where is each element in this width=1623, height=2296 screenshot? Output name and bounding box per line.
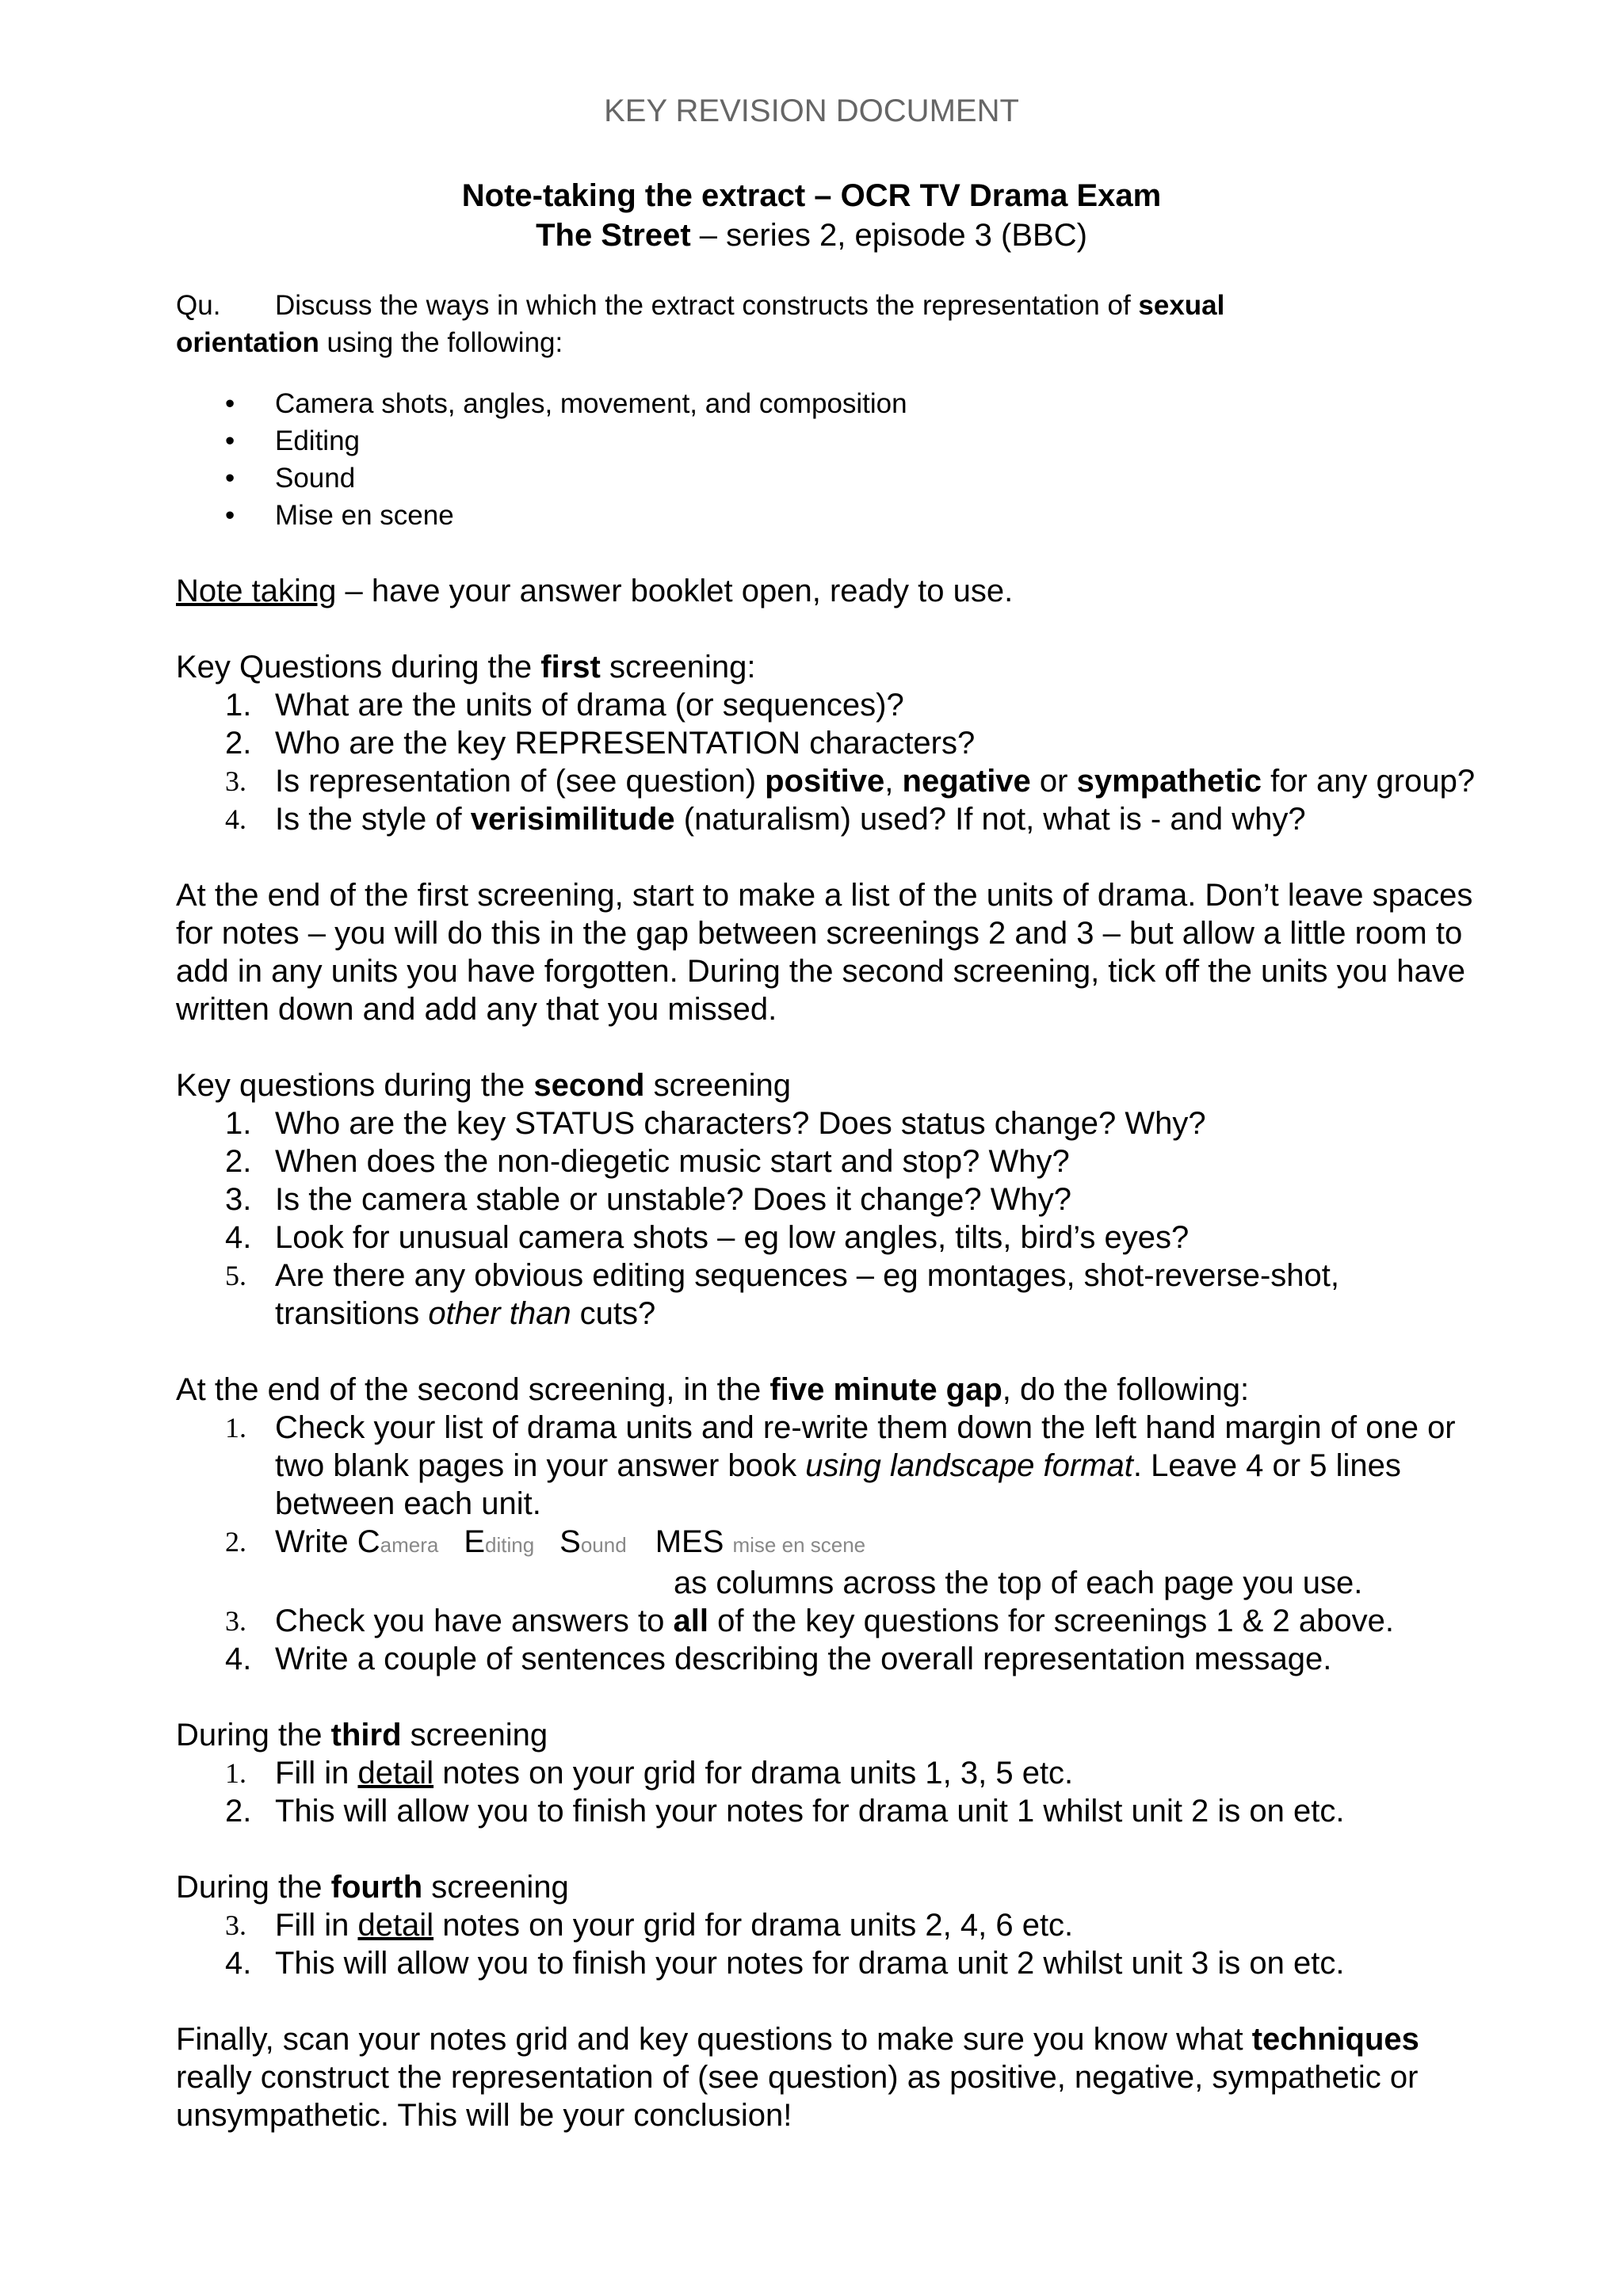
item-number: 1. — [225, 1757, 246, 1789]
item-number: 1. — [225, 1106, 252, 1141]
column-letter-e: E — [464, 1524, 485, 1559]
item-italic: other than — [428, 1296, 571, 1331]
spacer — [176, 610, 1476, 648]
intro-bold: second — [533, 1068, 645, 1103]
item-text: Who are the key STATUS characters? Does status change? Why? — [275, 1106, 1206, 1141]
item-underlined: detail — [357, 1908, 434, 1943]
item-text: This will allow you to finish your notes for drama unit 1 whilst unit 2 is on etc. — [275, 1794, 1345, 1829]
second-screening-intro — [176, 1066, 1476, 1104]
list-item — [176, 686, 1476, 724]
list-item — [176, 1257, 1476, 1333]
question-tail — [176, 324, 1476, 361]
item-text: notes on your grid for drama units 2, 4, 6 etc. — [433, 1908, 1074, 1943]
intro-text: At the end of the second screening, in the — [176, 1372, 770, 1407]
list-item — [176, 1219, 1476, 1257]
title-programme: The Street — [536, 218, 691, 253]
title-line-2 — [0, 215, 1623, 255]
spacer — [176, 838, 1476, 876]
intro-text: , do the following: — [1002, 1372, 1250, 1407]
conclusion-paragraph — [176, 2020, 1476, 2134]
item-text: of the key questions for screenings 1 & 2 above. — [708, 1604, 1394, 1638]
item-number: 5. — [225, 1260, 246, 1291]
gap-intro — [176, 1371, 1476, 1409]
question-text-part: Discuss the ways in which the extract constructs the representation of — [275, 290, 1139, 321]
first-screening-intro — [176, 648, 1476, 686]
column-word-sound: ound — [580, 1533, 627, 1557]
list-item — [176, 1142, 1476, 1180]
column-letter-c: C — [357, 1524, 380, 1559]
question-label: Qu. — [176, 290, 221, 321]
item-text: Fill in — [275, 1908, 358, 1943]
list-item — [176, 1104, 1476, 1142]
list-item — [176, 1640, 1476, 1678]
item-number: 3. — [225, 1909, 246, 1941]
item-text: Is representation of (see question) — [275, 764, 766, 799]
item-text: cuts? — [571, 1296, 656, 1331]
list-item — [176, 724, 1476, 762]
bullet-item: • Editing — [176, 422, 1476, 460]
note-taking-heading: Note taking — [176, 574, 337, 608]
item-number: 2. — [225, 1144, 252, 1179]
conclusion-text: really construct the representation of (see question) as positive, negative, sympathetic or unsympathetic. This will be your conclusion! — [176, 2060, 1419, 2133]
item-text: (naturalism) used? If not, what is - and why? — [674, 802, 1306, 837]
intro-text: During the — [176, 1870, 331, 1905]
item-number: 2. — [225, 1794, 252, 1829]
item-text: , — [884, 764, 903, 799]
item-text: Is the style of — [275, 802, 471, 837]
intro-text: screening — [644, 1068, 792, 1103]
list-item — [176, 1792, 1476, 1830]
question-text-after: using the following: — [319, 327, 563, 358]
item-text: What are the units of drama (or sequences)? — [275, 688, 904, 723]
question-bold-orientation: orientation — [176, 327, 319, 358]
intro-text: Key questions during the — [176, 1068, 534, 1103]
item-number: 4. — [225, 1642, 252, 1676]
item-text: Are there any obvious editing sequences – eg montages, shot-reverse-shot, transitions — [275, 1258, 1340, 1331]
item-text: . Leave 4 or 5 lines between each unit. — [275, 1448, 1401, 1521]
third-screening-intro — [176, 1716, 1476, 1754]
first-screening-end-paragraph: At the end of the first screening, start to make a list of the units of drama. Don’t leave spaces for notes – you will do this in the gap between screenings 2 and 3 – but allow a little room to add in any units you have forgotten. During the second screening, tick off the units you have written down and add any that you missed. — [176, 878, 1473, 1027]
item-text: Fill in — [275, 1756, 358, 1791]
item-text-line2: as columns across the top of each page you use. — [674, 1566, 1363, 1600]
column-letter-s: S — [559, 1524, 581, 1559]
spacer — [176, 1830, 1476, 1868]
column-word-camera: amera — [380, 1533, 439, 1557]
item-bold: positive — [765, 764, 885, 799]
bullet-item: • Mise en scene — [176, 497, 1476, 534]
intro-bold: first — [540, 650, 601, 685]
item-text: Look for unusual camera shots – eg low angles, tilts, bird’s eyes? — [275, 1220, 1190, 1255]
exam-question — [176, 287, 1476, 361]
item-text: or — [1030, 764, 1077, 799]
item-bold: negative — [902, 764, 1031, 799]
item-number: 1. — [225, 1412, 246, 1444]
item-number: 2. — [225, 726, 252, 761]
spacer — [176, 1982, 1476, 2020]
fourth-screening-intro — [176, 1868, 1476, 1906]
list-item — [176, 1409, 1476, 1523]
intro-bold: third — [330, 1718, 402, 1753]
spacer — [176, 1678, 1476, 1716]
item-text: Write a couple of sentences describing the overall representation message. — [275, 1642, 1332, 1676]
list-item — [176, 1944, 1476, 1982]
item-text: Check your list of drama units and re-write them down the left hand margin of one or two blank pages in your answer book — [275, 1410, 1456, 1483]
question-bold-sexual: sexual — [1138, 290, 1225, 321]
item-number: 3. — [225, 1182, 252, 1217]
item-text: This will allow you to finish your notes for drama unit 2 whilst unit 3 is on etc. — [275, 1946, 1345, 1981]
column-word-mise-en-scene: mise en scene — [732, 1533, 866, 1557]
list-item — [176, 1180, 1476, 1219]
list-item — [176, 1602, 1476, 1640]
intro-text: screening — [422, 1870, 569, 1905]
list-item — [176, 1906, 1476, 1944]
intro-text: During the — [176, 1718, 331, 1753]
conclusion-bold: techniques — [1251, 2022, 1419, 2057]
item-text: for any group? — [1262, 764, 1476, 799]
item-bold: sympathetic — [1076, 764, 1262, 799]
bullet-item: • Camera shots, angles, movement, and composition — [176, 385, 1476, 422]
item-number: 4. — [225, 1220, 252, 1255]
item-text: When does the non-diegetic music start and stop? Why? — [275, 1144, 1070, 1179]
intro-bold: five minute gap — [769, 1372, 1002, 1407]
first-screening-list — [176, 686, 1476, 838]
list-item — [176, 1523, 1476, 1602]
item-bold: all — [673, 1604, 708, 1638]
document-header: KEY REVISION DOCUMENT — [604, 93, 1019, 128]
second-screening-list — [176, 1104, 1476, 1333]
item-number: 1. — [225, 688, 252, 723]
bullet-list — [176, 385, 1476, 534]
third-screening-list — [176, 1754, 1476, 1830]
document-title — [0, 176, 1623, 255]
intro-text: Key Questions during the — [176, 650, 541, 685]
list-item — [176, 1754, 1476, 1792]
intro-bold: fourth — [330, 1870, 423, 1905]
list-item — [176, 762, 1476, 800]
spacer — [176, 1028, 1476, 1066]
document-body — [176, 287, 1476, 2134]
item-text: Who are the key REPRESENTATION characters? — [275, 726, 976, 761]
title-line-1: Note-taking the extract – OCR TV Drama Exam — [461, 178, 1162, 213]
column-word-editing: diting — [485, 1533, 535, 1557]
intro-text: screening: — [600, 650, 756, 685]
item-number: 4. — [225, 803, 246, 835]
item-text: notes on your grid for drama units 1, 3, 5 etc. — [433, 1756, 1074, 1791]
bullet-item: • Sound — [176, 460, 1476, 497]
item-italic: using landscape format — [805, 1448, 1133, 1483]
column-mes: MES — [655, 1524, 724, 1559]
title-series: – series 2, episode 3 (BBC) — [690, 218, 1087, 253]
item-text: Is the camera stable or unstable? Does it change? Why? — [275, 1182, 1071, 1217]
fourth-screening-list — [176, 1906, 1476, 1982]
item-number: 3. — [225, 765, 246, 797]
note-taking-line — [176, 572, 1476, 610]
intro-text: screening — [401, 1718, 548, 1753]
conclusion-text: Finally, scan your notes grid and key questions to make sure you know what — [176, 2022, 1252, 2057]
spacer — [176, 534, 1476, 572]
item-text: Check you have answers to — [275, 1604, 674, 1638]
item-number: 2. — [225, 1526, 246, 1558]
item-number: 4. — [225, 1946, 252, 1981]
item-number: 3. — [225, 1605, 246, 1637]
item-underlined: detail — [357, 1756, 434, 1791]
spacer — [176, 1333, 1476, 1371]
list-item — [176, 800, 1476, 838]
item-text: Write — [275, 1524, 357, 1559]
note-taking-text: – have your answer booklet open, ready to use. — [336, 574, 1014, 608]
gap-list — [176, 1409, 1476, 1678]
item-bold: verisimilitude — [470, 802, 675, 837]
